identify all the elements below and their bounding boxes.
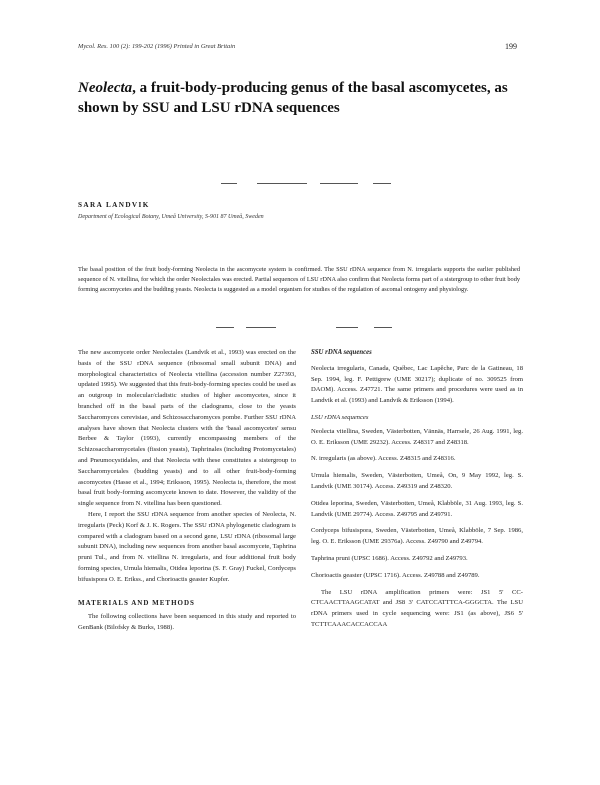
- intro-paragraph: Here, I report the SSU rDNA sequence from another species of Neolecta, N. irregularis (Peck) Korf & J. K. Rogers. The SSU rDNA phylogenetic cladogram is compared with a cladogram based on a second gene, LSU rDNA (ribosomal large subunit DNA), including new sequences from another basal ascomycete, Taphrina pruni Tul., and from N. vitellina N. irregularis, and four additional fruit body forming species, Urnula hiemalis, Otidea leporina (S. F. Gray) Fuckel, Cordyceps bifusispora O. E. Erikss., and Chorioactis geaster Kupfer.: [78, 510, 296, 583]
- author-affiliation: Department of Ecological Botany, Umeå University, S-901 87 Umeå, Sweden: [78, 214, 264, 220]
- title-rest: , a fruit-body-producing genus of the basal ascomycetes, as shown by SSU and LSU rDNA sequences: [78, 80, 508, 116]
- page-number: 199: [505, 42, 517, 51]
- specimen-entry: Otidea leporina, Sweden, Västerbotten, Umeå, Klabböle, 31 Aug. 1993, leg. S. Landvik (UME 29774). Access. Z49795 and Z49791.: [311, 499, 523, 518]
- article-title: [78, 78, 528, 118]
- divider-rule: [246, 327, 276, 328]
- subsection-heading: LSU rDNA sequences: [311, 413, 369, 421]
- specimen-entry: Chorioactis geaster (UPSC 1716). Access. Z49788 and Z49789.: [311, 571, 480, 579]
- right-column: [311, 348, 523, 631]
- subsection-heading: SSU rDNA sequences: [311, 349, 372, 356]
- divider-rule: [320, 183, 358, 184]
- divider-rule: [336, 327, 358, 328]
- specimen-entry: Cordyceps bifusispora, Sweden, Västerbotten, Umeå, Klabböle, 7 Sep. 1986, leg. O. E. Eriksson (UME 29376a). Access. Z49790 and Z49794.: [311, 527, 523, 546]
- methods-paragraph: The following collections have been sequenced in this study and reported to GenBank (Bilofsky & Burks, 1988).: [78, 613, 296, 632]
- primers-paragraph: The LSU rDNA amplification primers were: JS1 5' CC-CTCAACTTAAGCATAT and JS8 3' CATCCATTTCA-GGGCTA. The LSU rDNA primers used in cycle sequencing were: JS1 (as above), JS6 5' TCTTCAAACACCACCAA: [311, 588, 523, 628]
- intro-paragraph: The new ascomycete order Neolectales (Landvik et al., 1993) was erected on the basis of the SSU rDNA sequence (ribosomal small subunit DNA) and morphological characteristics of Neolecta vitellina (accession number Z27393, updated 1995). We suggested that this fruit-body-forming species could be used as an outgroup in molecular/cladistic studies of higher ascomycetes, since it branched off in the basal parts of the cladograms, close to the yeasts Saccharomyces cerevisiae, and Schizosaccharomyces pombe. Further SSU rDNA analyses have shown that Neolecta clusters with the 'basal ascomycetes' sensu Berbee & Taylor (1993), currently encompassing members of the Schizosaccharomycetales (fission yeasts), Taphrinales (including Protomycetales) and Pneumocystidales, and that Neolecta with these constitutes a sistergroup to Saccharomycetales (budding yeasts) and to all other fruit-body-forming ascomycetes (Hasse et al., 1994; Eriksson, 1995). Neolecta is, therefore, the most basal fruit body-forming ascomycete known to date. However, the validity of the single sequence from N. vitellina has been questioned.: [78, 349, 296, 508]
- specimen-entry: Neolecta irregularis, Canada, Québec, Lac Lapêche, Parc de la Gatineau, 18 Sep. 1994, leg. F. Pettigrew (UME 30217); duplicate of no. 309525 from DAOM). Access. Z47721. The same primers and procedures were used as in Landvik et al. (1993) and Landvik & Eriksson (1994).: [311, 364, 523, 405]
- divider-rule: [221, 183, 237, 184]
- specimen-entry: Taphrina pruni (UPSC 1686). Access. Z49792 and Z49793.: [311, 554, 468, 562]
- journal-header: Mycol. Res. 100 (2): 199-202 (1996) Printed in Great Britain: [78, 43, 236, 50]
- divider-rule: [374, 327, 392, 328]
- specimen-entry: N. irregularis (as above). Access. Z48315 and Z48316.: [311, 455, 456, 463]
- left-column: [78, 348, 296, 634]
- section-heading: MATERIALS AND METHODS: [78, 598, 195, 607]
- title-genus: Neolecta: [78, 80, 133, 96]
- divider-rule: [216, 327, 234, 328]
- divider-rule: [373, 183, 391, 184]
- specimen-entry: Urnula hiemalis, Sweden, Västerbotten, Umeå, On, 9 May 1992, leg. S. Landvik (UME 30174). Access. Z49319 and Z48320.: [311, 472, 523, 490]
- specimen-entry: Neolecta vitellina, Sweden, Västerbotten, Vännäs, Harrsele, 26 Aug. 1991, leg. O. E. Eriksson (UME 29232). Access. Z48317 and Z48318.: [311, 427, 523, 446]
- author-name: SARA LANDVIK: [78, 201, 150, 209]
- divider-rule: [257, 183, 307, 184]
- abstract: The basal position of the fruit body-forming Neolecta in the ascomycete system is confirmed. The SSU rDNA sequence from N. irregularis supports the earlier published sequence of N. vitellina, for which the order Neolectales was erected. Partial sequences of LSU rDNA also confirm that Neolecta forms part of a sistergroup to other fruit body forming ascomycetes and the budding yeasts. Neolecta is suggested as a model organism for studies of the regulation of ascomal ontogeny and physiology.: [78, 266, 520, 294]
